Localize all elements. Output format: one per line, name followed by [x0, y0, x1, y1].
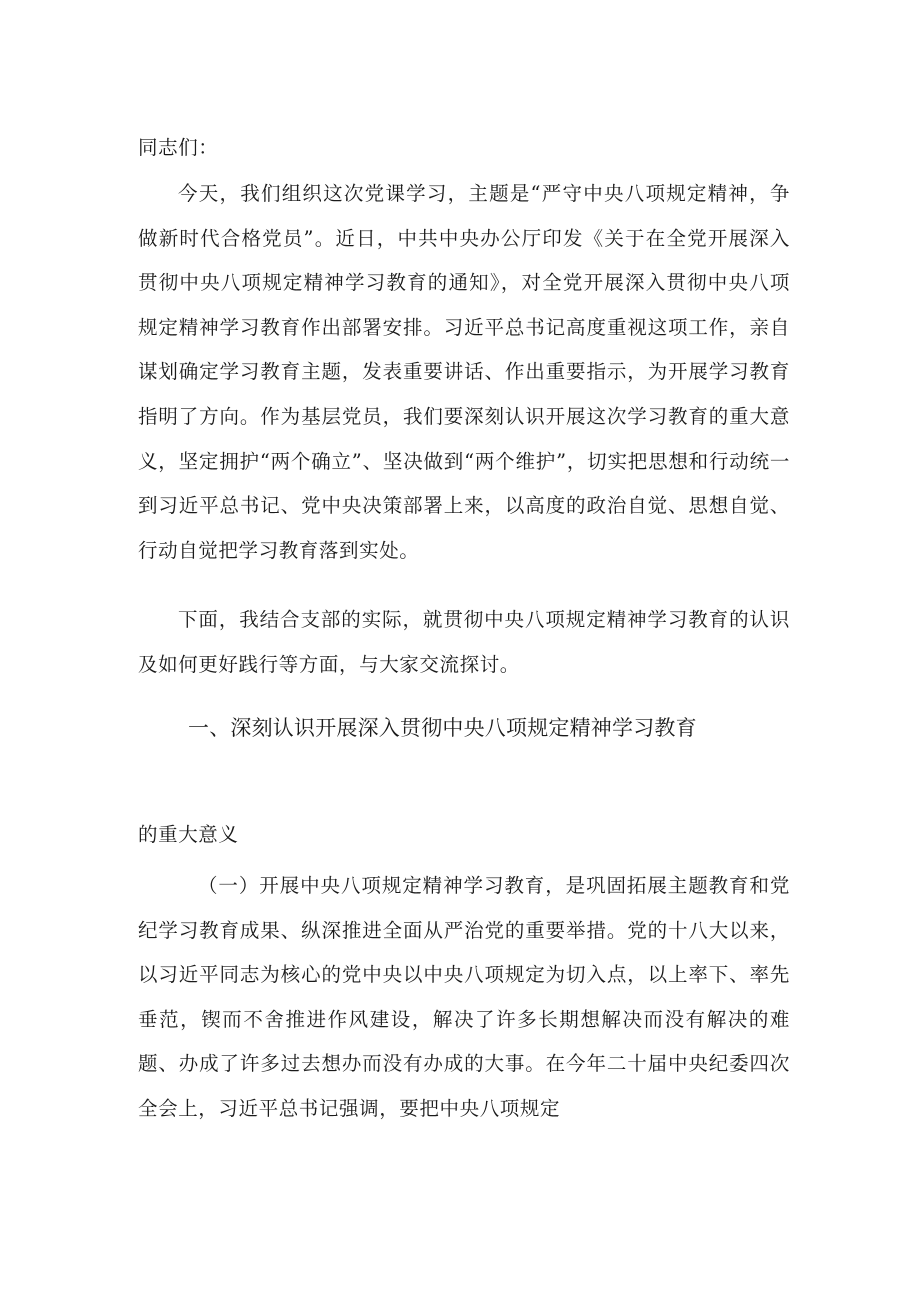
- section-1-heading: 一、深刻认识开展深入贯彻中央八项规定精神学习教育: [188, 716, 697, 740]
- intro-paragraph-2: 下面，我结合支部的实际，就贯彻中央八项规定精神学习教育的认识及如何更好践行等方面，与大家交流探讨。: [138, 608, 790, 676]
- salutation: 同志们：: [138, 136, 219, 159]
- subsection-1-paragraph: （一）开展中央八项规定精神学习教育，是巩固拓展主题教育和党纪学习教育成果、纵深推进全面从严治党的重要举措。党的十八大以来，以习近平同志为核心的党中央以中央八项规定为切入点，以上率下、率先垂范，锲而不舍推进作风建设，解决了许多长期想解决而没有解决的难题、办成了许多过去想办而没有办成的大事。在今年二十届中央纪委四次全会上，习近平总书记强调，要把中央八项规定: [138, 874, 790, 1120]
- section-1-heading-continuation: 的重大意义: [138, 823, 239, 846]
- intro-paragraph-1: 今天，我们组织这次党课学习，主题是“严守中央八项规定精神，争做新时代合格党员”。近日，中共中央办公厅印发《关于在全党开展深入贯彻中央八项规定精神学习教育的通知》，对全党开展深入贯彻中央八项规定精神学习教育作出部署安排。习近平总书记高度重视这项工作，亲自谋划确定学习教育主题，发表重要讲话、作出重要指示，为开展学习教育指明了方向。作为基层党员，我们要深刻认识开展这次学习教育的重大意义，坚定拥护“两个确立”、坚决做到“两个维护”，切实把思想和行动统一到习近平总书记、党中央决策部署上来，以高度的政治自觉、思想自觉、行动自觉把学习教育落到实处。: [138, 182, 790, 562]
